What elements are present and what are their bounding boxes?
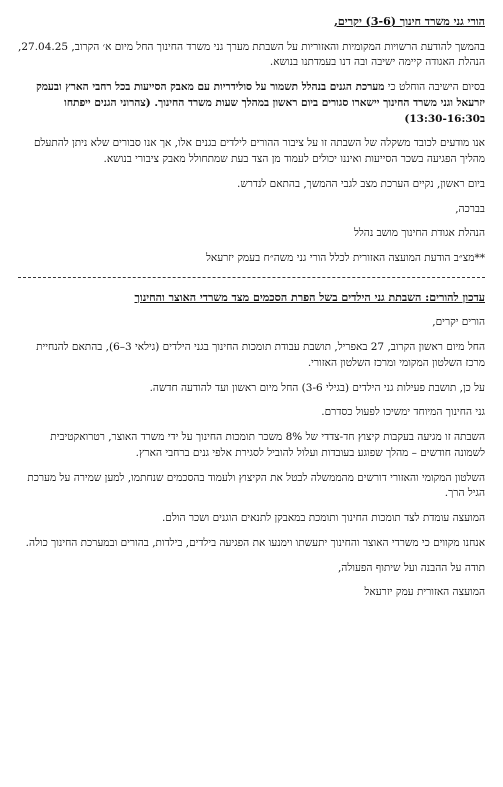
paragraph: השלטון המקומי והאזורי דורשים מהממשלה לבטל את הקיצוץ ולעמוד בהסכמים שנחתמו, למען שמירה על מערכת הגיל הרך. [27, 471, 485, 500]
paragraph: אנחנו מקווים כי משרדי האוצר והחינוך יתעשתו וימנעו את הפגיעה בילדים, בילדות, בהורים ובמערכת החינוך כולה. [25, 536, 485, 549]
decision-intro: בסיום הישיבה הוחלט כי [384, 81, 485, 93]
notice-nahalal [18, 14, 485, 267]
dashed-divider [18, 277, 485, 278]
decision-text: מערכת הגנים בנהלל תשמור על סולידריות עם מאבק הסייעות בכל רחבי הארץ ובעמק יזרעאל וגני משרד החינוך יישארו סגורים ביום ראשון במהלך שעות משרד החינוך. (צהרוני הגנים ייפתחו ב13:30-16:30) [36, 81, 485, 125]
paragraph: השבתה זו מגיעה בעקבות קיצוץ חד-צדדי של 8% משכר תומכות החינוך על ידי משרד האוצר, רטרואקטיבית לשמונה חודשים – מהלך שפוגע בעובדות ועלול להוביל לסגירת אלפי גנים ברחבי הארץ. [50, 431, 485, 459]
signature: הנהלת אגודת החינוך מושב נהלל [353, 227, 485, 240]
paragraph: על כן, תושבת פעילות גני הילדים (בגילי 3-6) החל מיום ראשון ועד להודעה חדשה. [149, 381, 485, 394]
paragraph: המועצה עומדת לצד תומכות החינוך ותומכת במאבקן לתנאים הוגנים ושכר הולם. [161, 512, 485, 524]
signature: המועצה האזורית עמק יזרעאל [364, 586, 485, 599]
notice-title: עדכון להורים: השבתת גני הילדים בשל הפרת הסכמים מצד משרדי האוצר והחינוך [134, 290, 485, 304]
paragraph: אנו מודעים לכובד משקלה של השבתה זו על ציבור ההורים לילדים בגנים אלו, אך אנו סבורים שלא ניתן להתעלם מהליך הפגיעה בשכר הסייעות ואיננו יכולים לעמוד מן הצד בעת שמתחולל מאבק ציבורי בנושא. [33, 137, 485, 165]
notice-council [18, 290, 485, 601]
thanks: תודה על ההבנה ועל שיתוף הפעולה, [337, 561, 485, 574]
notice-title: הורי גני משרד חינוך (3-6) יקרים, [334, 15, 485, 28]
footnote: **מצ״ב הודעת המועצה האזורית לכלל הורי גני משה״ח בעמק יזרעאל [205, 252, 485, 264]
decision-paragraph [18, 80, 485, 127]
paragraph: בהמשך להודעת הרשויות המקומיות והאזוריות על השבתת מערך גני משרד החינוך החל מיום א׳ הקרוב, 27.04.25, הנהלת האגודה קיימה ישיבה ובה דנו בעמדתנו בנושא. [17, 40, 485, 69]
paragraph: גני החינוך המיוחד ימשיכו לפעול כסדרם. [321, 406, 485, 419]
paragraph: ביום ראשון, נקיים הערכת מצב לגבי ההמשך, בהתאם לנדרש. [237, 177, 485, 190]
salutation: הורים יקרים, [432, 316, 485, 329]
paragraph: החל מיום ראשון הקרוב, 27 באפריל, תושבת עבודת תומכות החינוך בגני הילדים (גילאי 3–6), בהתאם להנחיית מרכז השלטון המקומי ומרכז השלטון האזורי. [36, 341, 485, 369]
greeting: בברכה, [455, 202, 485, 215]
